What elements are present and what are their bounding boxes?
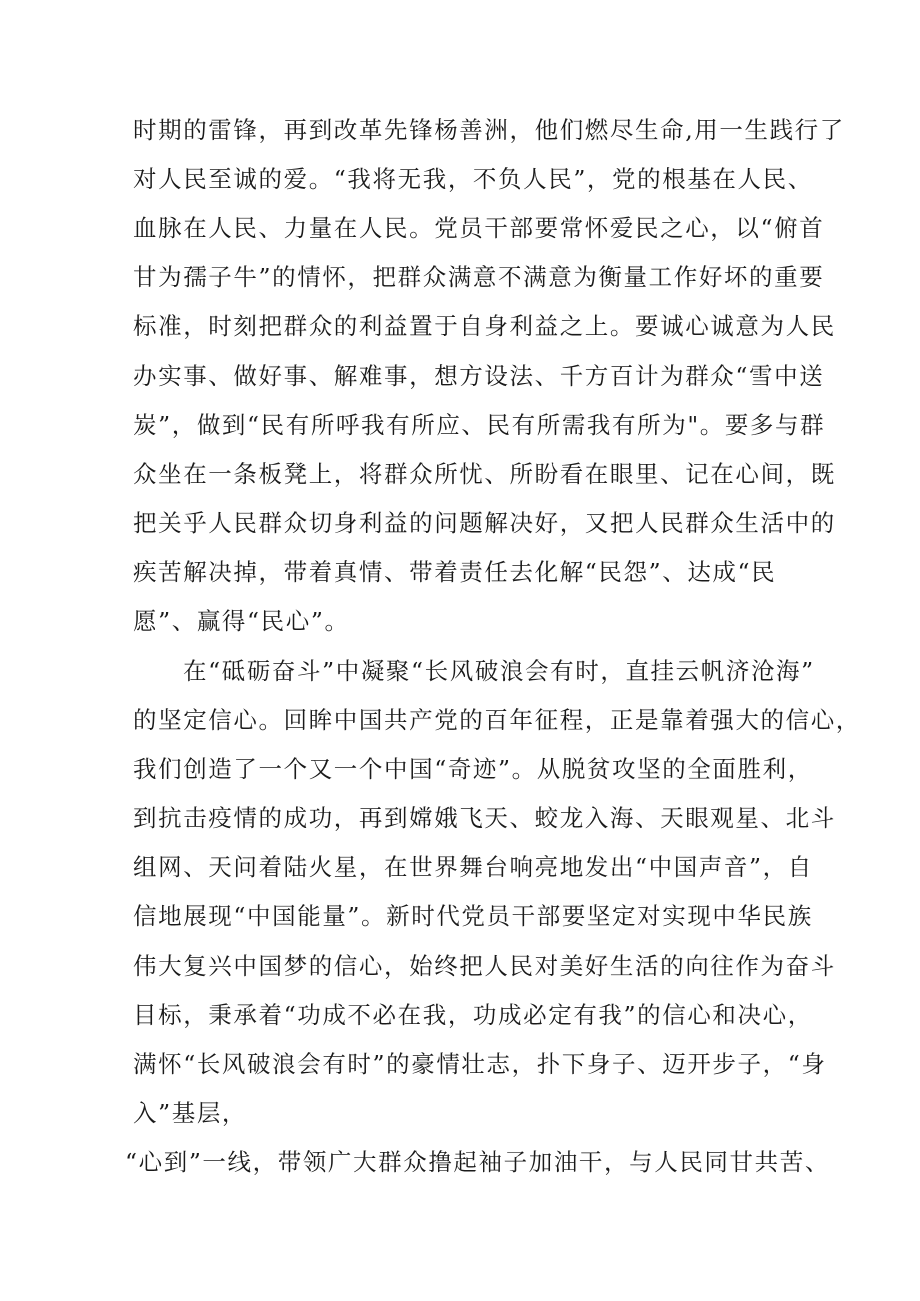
- paragraph-first-line: 在“砥砺奋斗”中凝聚“长风破浪会有时，直挂云帆济沧海”: [183, 657, 815, 685]
- text-line: 我们创造了一个又一个中国“奇迹”。从脱贫攻坚的全面胜利，: [133, 755, 813, 783]
- text-line: 把关乎人民群众切身利益的问题解决好，又把人民群众生活中的: [133, 509, 836, 537]
- text-line: 到抗击疫情的成功，再到嫦娥飞天、蛟龙入海、天眼观星、北斗: [133, 804, 836, 832]
- text-line: 疾苦解决掉，带着真情、带着责任去化解“民怨”、达成“民: [133, 558, 777, 586]
- text-line: 众坐在一条板凳上，将群众所忧、所盼看在眼里、记在心间，既: [133, 460, 836, 488]
- text-line: 办实事、做好事、解难事，想方设法、千方百计为群众“雪中送: [133, 362, 825, 390]
- text-line: 炭”，做到“民有所呼我有所应、民有所需我有所为"。要多与群: [133, 411, 826, 439]
- text-line: 伟大复兴中国梦的信心，始终把人民对美好生活的向往作为奋斗: [133, 952, 836, 980]
- text-line: “心到”一线，带领广大群众撸起袖子加油干，与人民同甘共苦、: [125, 1148, 830, 1176]
- text-line: 标准，时刻把群众的利益置于自身利益之上。要诚心诚意为人民: [133, 312, 836, 340]
- text-line: 入”基层，: [133, 1099, 248, 1127]
- text-line: 愿”、赢得“民心”。: [133, 607, 350, 635]
- text-line: 血脉在人民、力量在人民。党员干部要常怀爱民之心，以“俯首: [133, 214, 825, 242]
- text-line: 的坚定信心。回眸中国共产党的百年征程，正是靠着强大的信心，: [133, 706, 861, 734]
- text-line: 时期的雷锋，再到改革先锋杨善洲，他们燃尽生命,用一生践行了: [133, 116, 845, 144]
- text-line: 甘为孺子牛”的情怀，把群众满意不满意为衡量工作好坏的重要: [133, 263, 825, 291]
- text-line: 满怀“长风破浪会有时”的豪情壮志，扑下身子、迈开步子，“身: [133, 1050, 827, 1078]
- text-line: 信地展现“中国能量”。新时代党员干部要坚定对实现中华民族: [133, 902, 813, 930]
- text-line: 目标，秉承着“功成不必在我，功成必定有我”的信心和决心，: [133, 1001, 813, 1029]
- text-line: 组网、天问着陆火星，在世界舞台响亮地发出“中国声音”，自: [133, 853, 813, 881]
- text-line: 对人民至诚的爱。“我将无我，不负人民”，党的根基在人民、: [133, 165, 813, 193]
